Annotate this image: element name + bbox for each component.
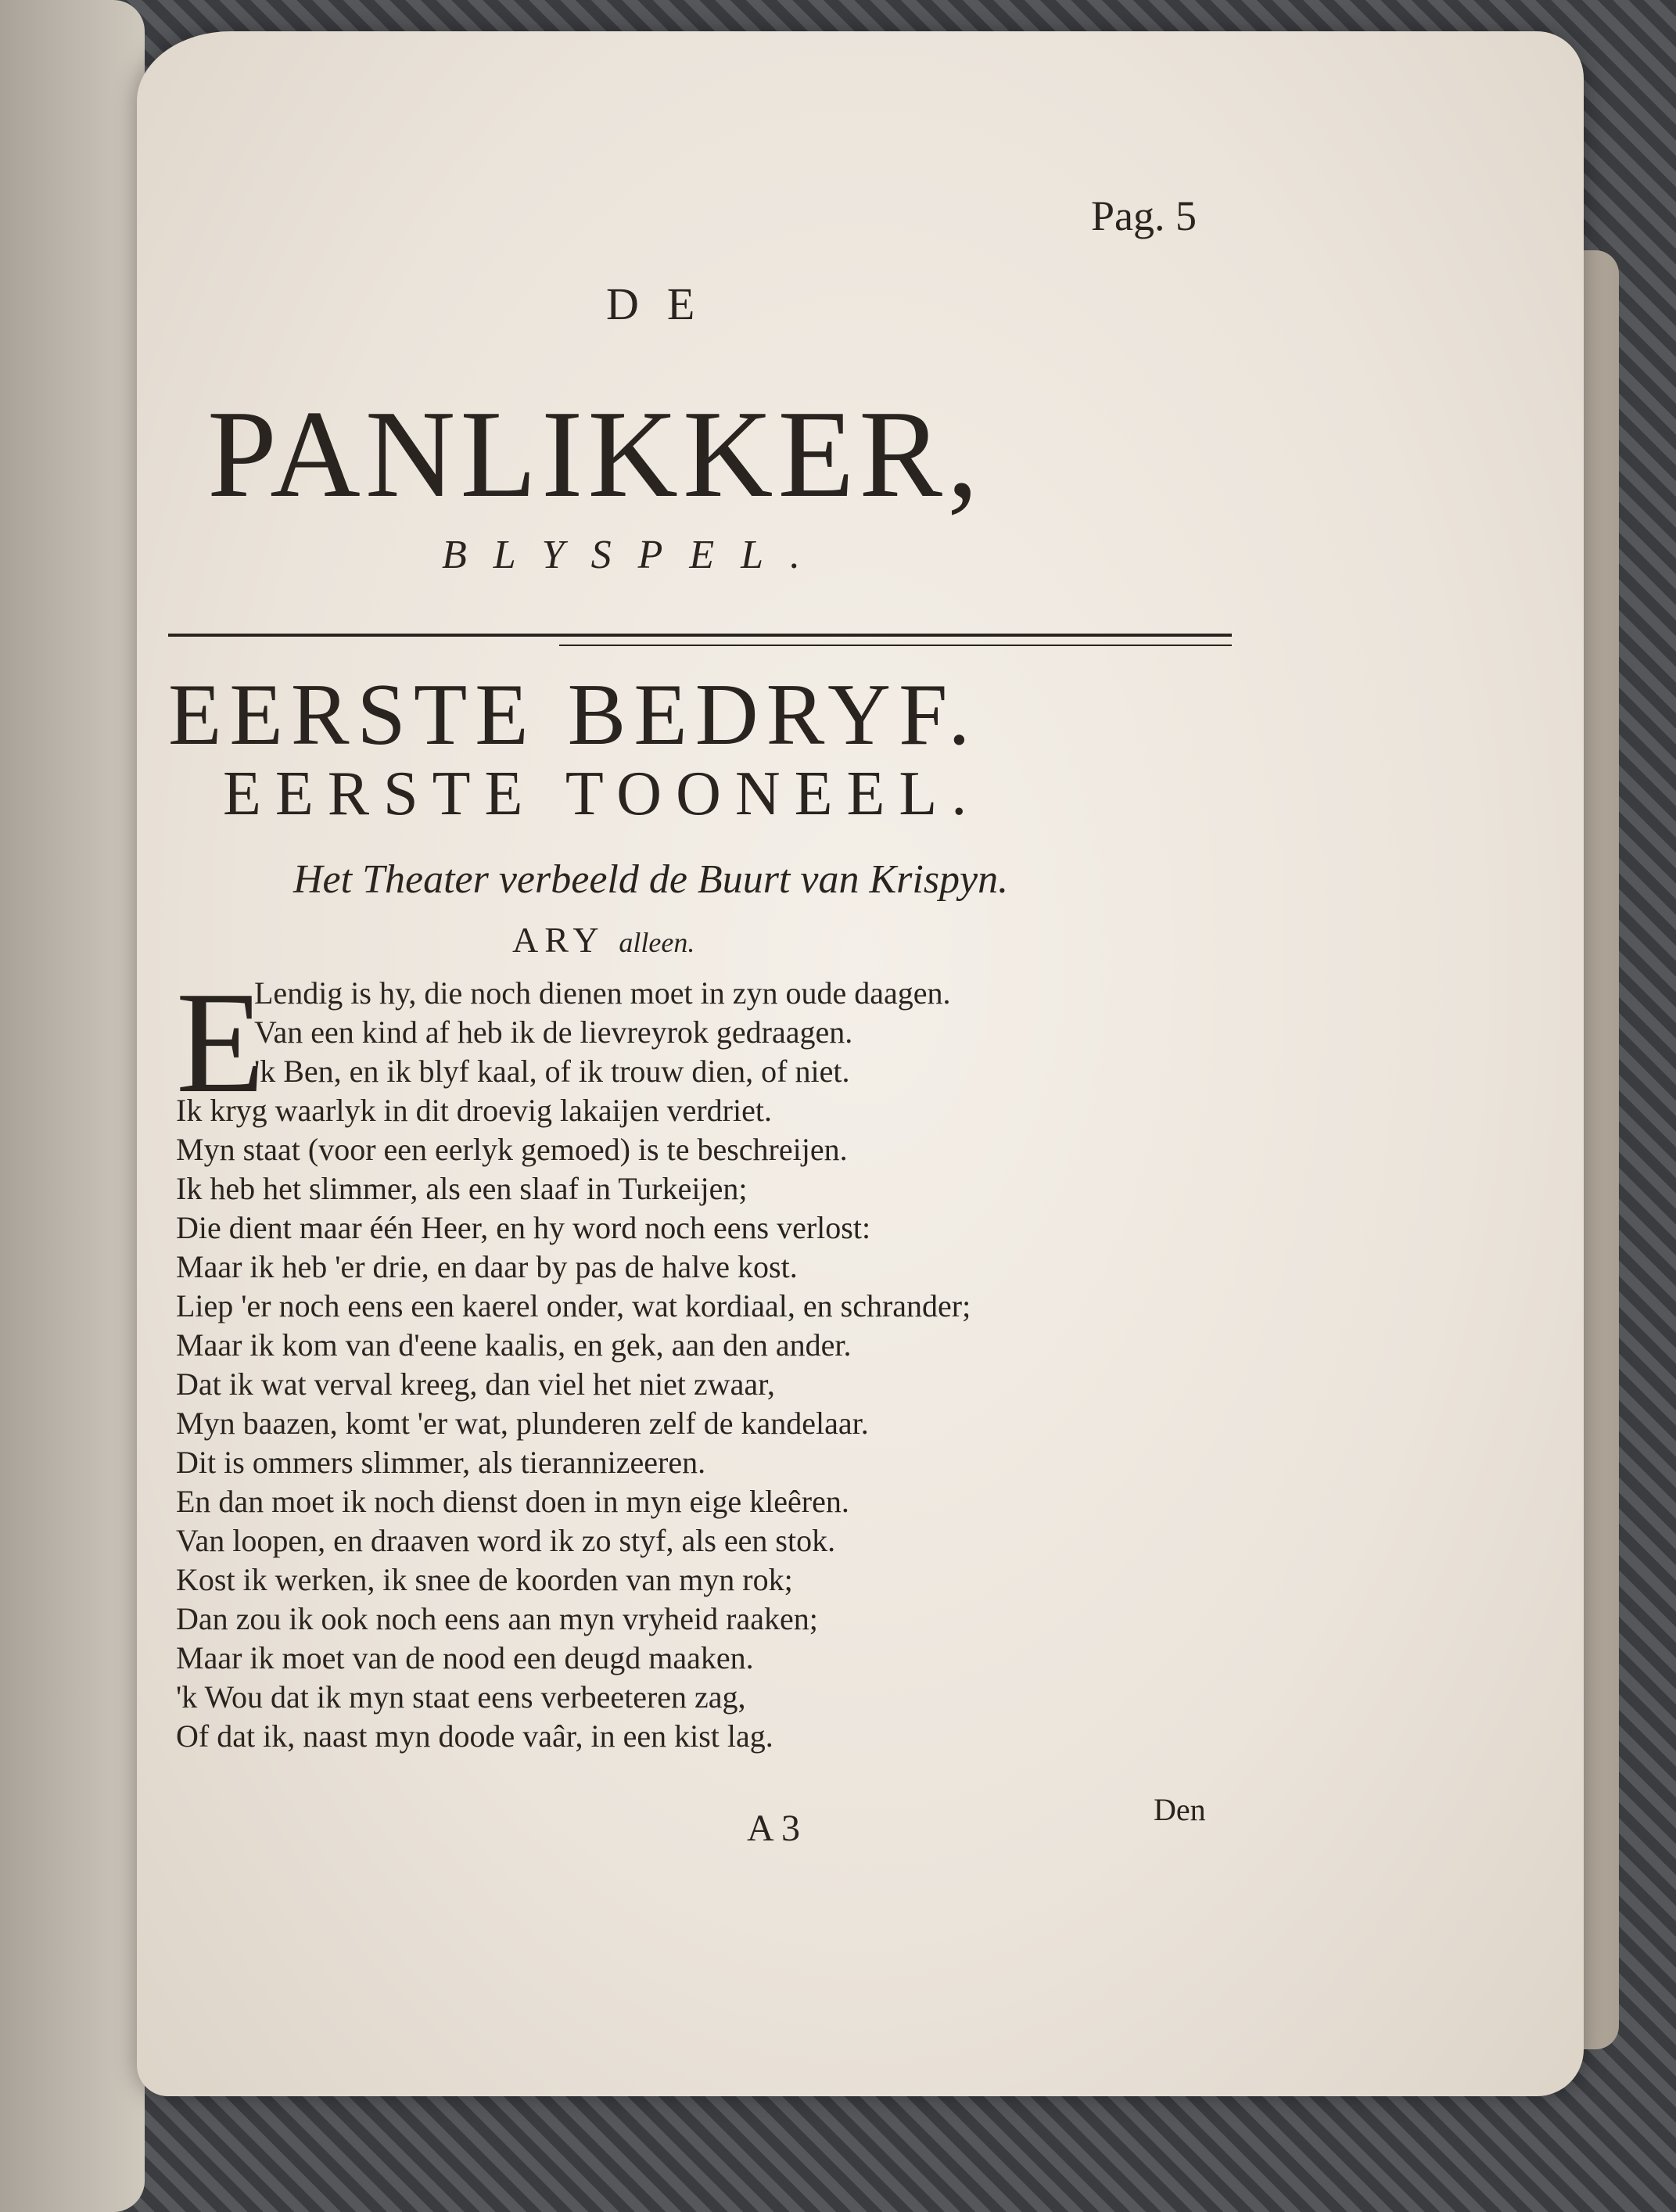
verse-line: Dit is ommers slimmer, als tierannizeeren.: [176, 1445, 706, 1480]
verse-line: Van een kind af heb ik de lievreyrok gedraagen.: [254, 1014, 853, 1050]
verse-line: Kost ik werken, ik snee de koorden van myn rok;: [176, 1562, 793, 1597]
verse-line: Myn staat (voor een eerlyk gemoed) is te beschreijen.: [176, 1132, 848, 1167]
verse-line: Dan zou ik ook noch eens aan myn vryheid raaken;: [176, 1601, 818, 1636]
speaker-line: [512, 919, 694, 961]
title-rule: [168, 634, 1232, 637]
signature-mark: A 3: [747, 1808, 801, 1849]
title-rule-fine: [559, 645, 1232, 646]
verse-line: Maar ik kom van d'eene kaalis, en gek, aan den ander.: [176, 1327, 852, 1363]
genre-label: BLYSPEL.: [442, 533, 827, 577]
play-title: PANLIKKER,: [207, 384, 983, 523]
scene-heading: EERSTE TOONEEL.: [223, 759, 982, 828]
verse-block: [176, 962, 1255, 1756]
verse-line: Van loopen, en draaven word ik zo styf, als een stok.: [176, 1523, 836, 1558]
verse-line: Lendig is hy, die noch dienen moet in zyn oude daagen.: [254, 975, 951, 1011]
verse-line: 'k Ben, en ik blyf kaal, of ik trouw dien, of niet.: [254, 1054, 850, 1089]
stage-setting: Het Theater verbeeld de Buurt van Krispyn.: [293, 857, 1009, 902]
page-number: Pag. 5: [1091, 192, 1197, 239]
verse-line: Liep 'er noch eens een kaerel onder, wat kordiaal, en schrander;: [176, 1288, 971, 1323]
verse-line: Myn baazen, komt 'er wat, plunderen zelf de kandelaar.: [176, 1406, 869, 1441]
drop-cap: E: [176, 962, 265, 1123]
verse-line: Die dient maar één Heer, en hy word noch eens verlost:: [176, 1210, 871, 1245]
speaker-name: ARY: [512, 920, 604, 960]
facing-page-edge: [0, 0, 145, 2212]
verse-line: Ik kryg waarlyk in dit droevig lakaijen verdriet.: [176, 1093, 772, 1128]
verse-line: Ik heb het slimmer, als een slaaf in Turkeijen;: [176, 1171, 748, 1206]
verse-line: En dan moet ik noch dienst doen in myn eige kleêren.: [176, 1484, 849, 1519]
verse-line: Maar ik moet van de nood een deugd maaken.: [176, 1640, 754, 1675]
catchword: Den: [1154, 1792, 1206, 1827]
book-page: [137, 31, 1584, 2096]
verse-line: Maar ik heb 'er drie, en daar by pas de halve kost.: [176, 1249, 798, 1284]
act-heading: [168, 666, 978, 763]
title-prefix: DE: [606, 278, 723, 329]
stage-direction: alleen.: [619, 927, 695, 958]
act-heading-word-1: EERSTE: [168, 666, 537, 763]
verse-line: 'k Wou dat ik myn staat eens verbeeteren zag,: [176, 1679, 746, 1715]
verse-line: Dat ik wat verval kreeg, dan viel het niet zwaar,: [176, 1366, 775, 1402]
act-heading-word-2: BEDRYF.: [567, 666, 978, 763]
verse-line: Of dat ik, naast myn doode vaâr, in een kist lag.: [176, 1718, 773, 1754]
